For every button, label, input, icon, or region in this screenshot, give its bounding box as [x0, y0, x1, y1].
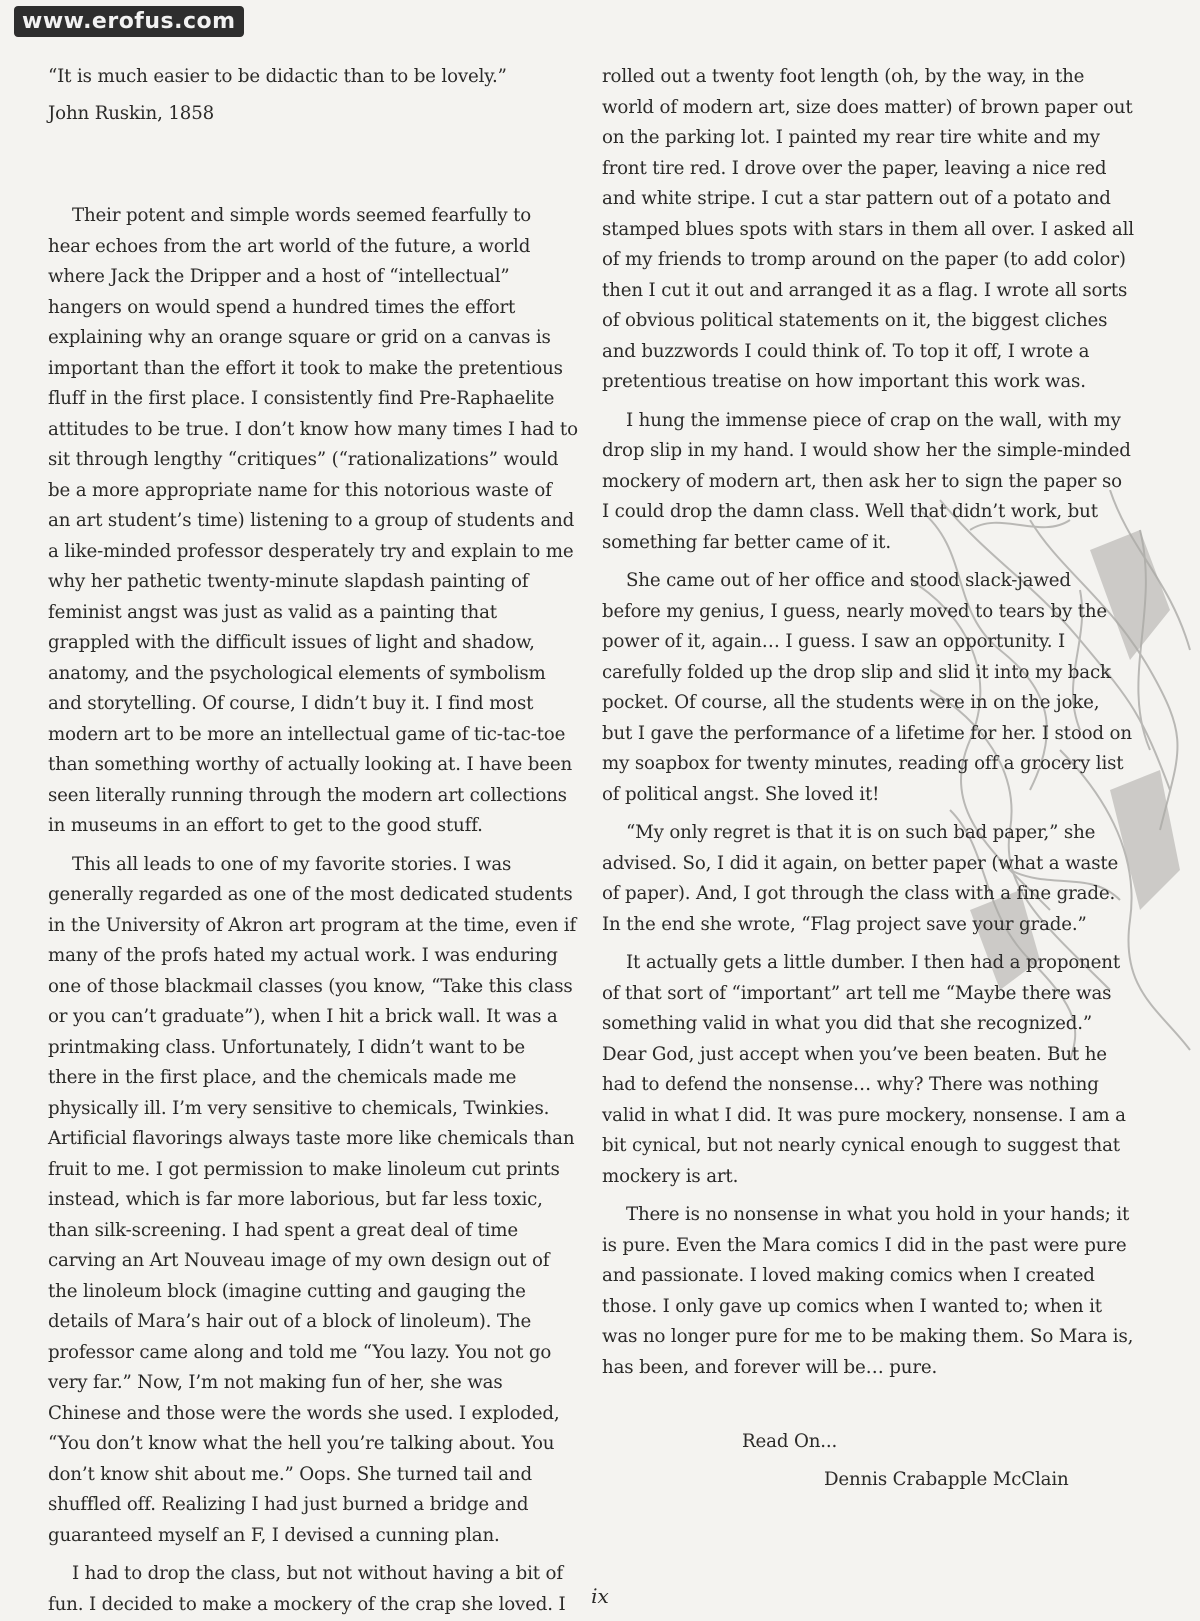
body-paragraph: She came out of her office and stood slack-jawed before my genius, I guess, nearly moved to tears by the power of it, again… I guess. I saw an opportunity. I carefully folded up the drop slip and slid it into my back pocket. Of course, all the students were in on the joke, but I gave the performance of a lifetime for her. I stood on my soapbox for twenty minutes, reading off a grocery list of political angst. She loved it! [602, 570, 1132, 805]
right-column [602, 62, 1134, 1495]
body-paragraph: I hung the immense piece of crap on the wall, with my drop slip in my hand. I would show her the simple-minded mockery of modern art, then ask her to sign the paper so I could drop the damn class. Well that didn’t work, but something far better came of it. [602, 409, 1131, 553]
body-paragraph: This all leads to one of my favorite stories. I was generally regarded as one of the most dedicated students in the University of Akron art program at the time, even if many of the profs hated my actual work. I was enduring one of those blackmail classes (you know, “Take this class or you can’t graduate”), when I hit a brick wall. It was a printmaking class. Unfortunately, I didn’t want to be there in the first place, and the chemicals made me physically ill. I’m very sensitive to chemicals, Twinkies. Artificial flavorings always taste more like chemicals than fruit to me. I got permission to make linoleum cut prints instead, which is far more laborious, but far less toxic, than silk-screening. I had spent a great deal of time carving an Art Nouveau image of my own design out of the linoleum block (imagine cutting and gauging the details of Mara’s hair out of a block of linoleum). The professor came along and told me “You lazy. You not go very far.” Now, I’m not making fun of her, she was Chinese and those were the words she used. I exploded, “You don’t know what the hell you’re talking about. You don’t know shit about me.” Oops. She turned tail and shuffled off. Realizing I had just burned a bridge and guaranteed myself an F, I devised a cunning plan. [48, 853, 577, 1546]
body-paragraph: “My only regret is that it is on such bad paper,” she advised. So, I did it again, on better paper (what a waste of paper). And, I got through the class with a fine grade. In the end she wrote, “Flag project save your grade.” [602, 822, 1119, 935]
author-signature: Dennis Crabapple McClain [824, 1468, 1069, 1490]
epigraph-author: John Ruskin, 1858 [48, 102, 215, 124]
body-paragraph: It actually gets a little dumber. I then had a proponent of that sort of “important” art tell me “Maybe there was something valid in what you did that she recognized.” Dear God, just accept when you’ve been beaten. But he had to defend the nonsense… why? There was nothing valid in what I did. It was pure mockery, nonsense. I am a bit cynical, but not nearly cynical enough to suggest that mockery is art. [602, 952, 1126, 1187]
epigraph-quote: “It is much easier to be didactic than to be lovely.” [48, 66, 507, 87]
site-watermark: www.erofus.com [14, 6, 244, 37]
page-number: ix [591, 1584, 609, 1608]
left-column [48, 62, 578, 1620]
body-paragraph: I had to drop the class, but not without having a bit of fun. I decided to make a mockery of the crap she loved. I [48, 1563, 566, 1615]
body-paragraph: Their potent and simple words seemed fearfully to hear echoes from the art world of the future, a world where Jack the Dripper and a host of “intellectual” hangers on would spend a hundred times the effort explaining why an orange square or grid on a canvas is important than the effort it took to make the pretentious fluff in the first place. I consistently find Pre-Raphaelite attitudes to be true. I don’t know how many times I had to sit through lengthy “critiques” (“rationalizations” would be a more appropriate name for this notorious waste of an art student’s time) listening to a group of students and a like-minded professor desperately try and explain to me why her pathetic twenty-minute slapdash painting of feminist angst was just as valid as a painting that grappled with the difficult issues of light and shadow, anatomy, and the psychological elements of symbolism and storytelling. Of course, I didn’t buy it. I find most modern art to be more an intellectual game of tic-tac-toe than something worthy of actually looking at. I have been seen literally running through the modern art collections in museums in an effort to get to the good stuff. [48, 205, 578, 836]
closing-line: Read On... [742, 1431, 838, 1452]
body-paragraph: rolled out a twenty foot length (oh, by the way, in the world of modern art, size does matter) of brown paper out on the parking lot. I painted my rear tire white and my front tire red. I drove over the paper, leaving a nice red and white stripe. I cut a star pattern out of a potato and stamped blues spots with stars in them all over. I asked all of my friends to tromp around on the paper (to add color) then I cut it out and arranged it as a flag. I wrote all sorts of obvious political statements on it, the biggest cliches and buzzwords I could think of. To top it off, I wrote a pretentious treatise on how important this work was. [602, 66, 1134, 392]
body-paragraph: There is no nonsense in what you hold in your hands; it is pure. Even the Mara comics I did in the past were pure and passionate. I loved making comics when I created those. I only gave up comics when I wanted to; when it was no longer pure for me to be making them. So Mara is, has been, and forever will be… pure. [602, 1204, 1134, 1378]
